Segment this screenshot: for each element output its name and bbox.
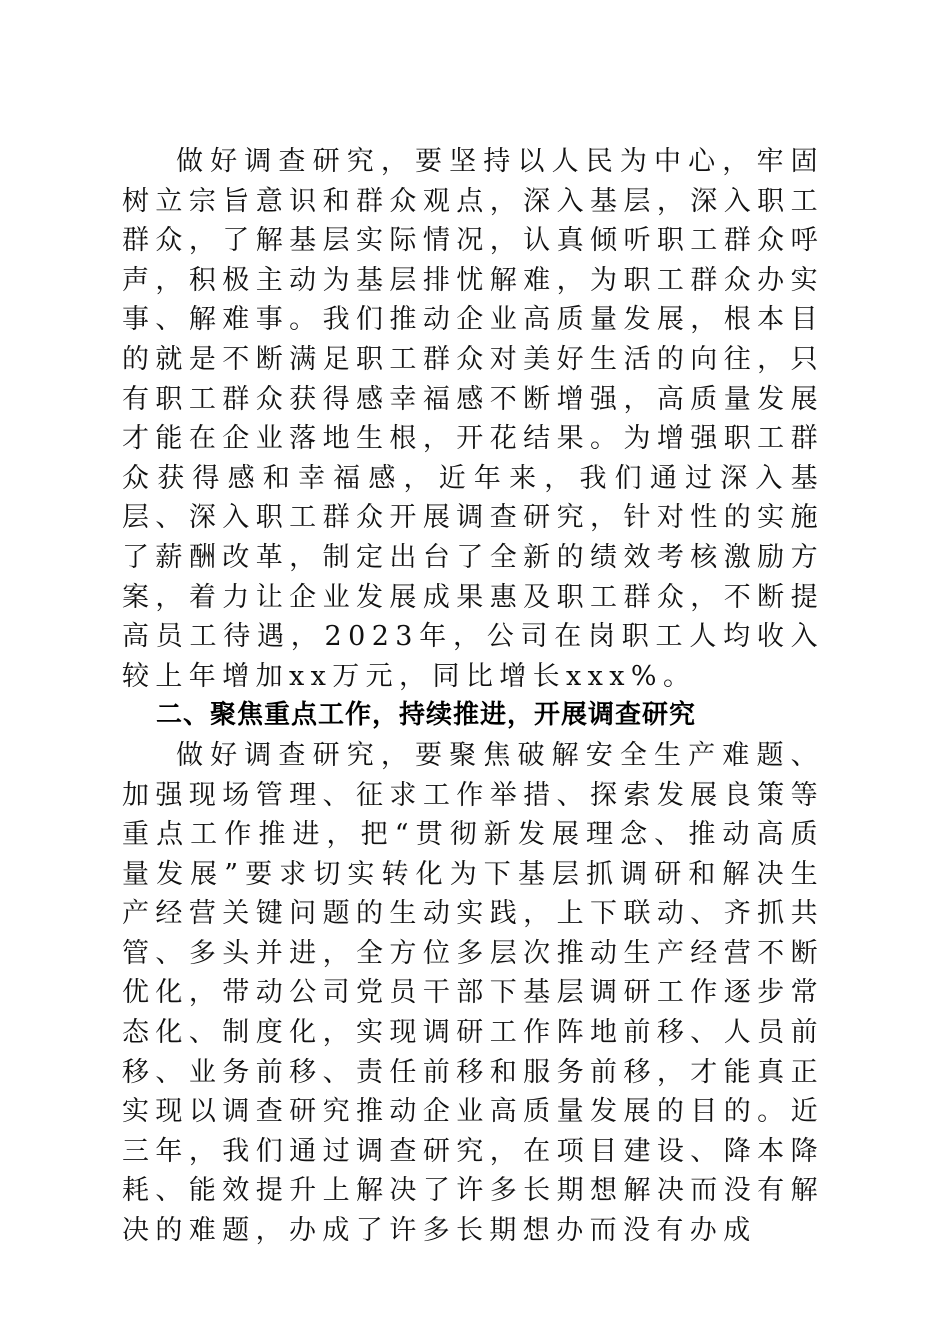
document-body — [122, 142, 824, 1251]
section-heading-2: 二、聚焦重点工作，持续推进，开展调查研究 — [156, 700, 697, 731]
body-paragraph-2: 做好调查研究，要聚焦破解安全生产难题、加强现场管理、征求工作举措、探索发展良策等重点工作推进，把“贯彻新发展理念、推动高质量发展”要求切实转化为下基层抓调研和解决生产经营关键问题的生动实践，上下联动、齐抓共管、多头并进，全方位多层次推动生产经营不断优化，带动公司党员干部下基层调研工作逐步常态化、制度化，实现调研工作阵地前移、人员前移、业务前移、责任前移和服务前移，才能真正实现以调查研究推动企业高质量发展的目的。近三年，我们通过调查研究，在项目建设、降本降耗、能效提升上解决了许多长期想解决而没有解决的难题，办成了许多长期想办而没有办成 — [122, 739, 824, 1247]
body-paragraph-1: 做好调查研究，要坚持以人民为中心，牢固树立宗旨意识和群众观点，深入基层，深入职工群众，了解基层实际情况，认真倾听职工群众呼声，积极主动为基层排忧解难，为职工群众办实事、解难事。我们推动企业高质量发展，根本目的就是不断满足职工群众对美好生活的向往，只有职工群众获得感幸福感不断增强，高质量发展才能在企业落地生根，开花结果。为增强职工群众获得感和幸福感，近年来，我们通过深入基层、深入职工群众开展调查研究，针对性的实施了薪酬改革，制定出台了全新的绩效考核激励方案，着力让企业发展成果惠及职工群众，不断提高员工待遇，2023年，公司在岗职工人均收入较上年增加xx万元，同比增长xxx%。 — [122, 146, 824, 692]
